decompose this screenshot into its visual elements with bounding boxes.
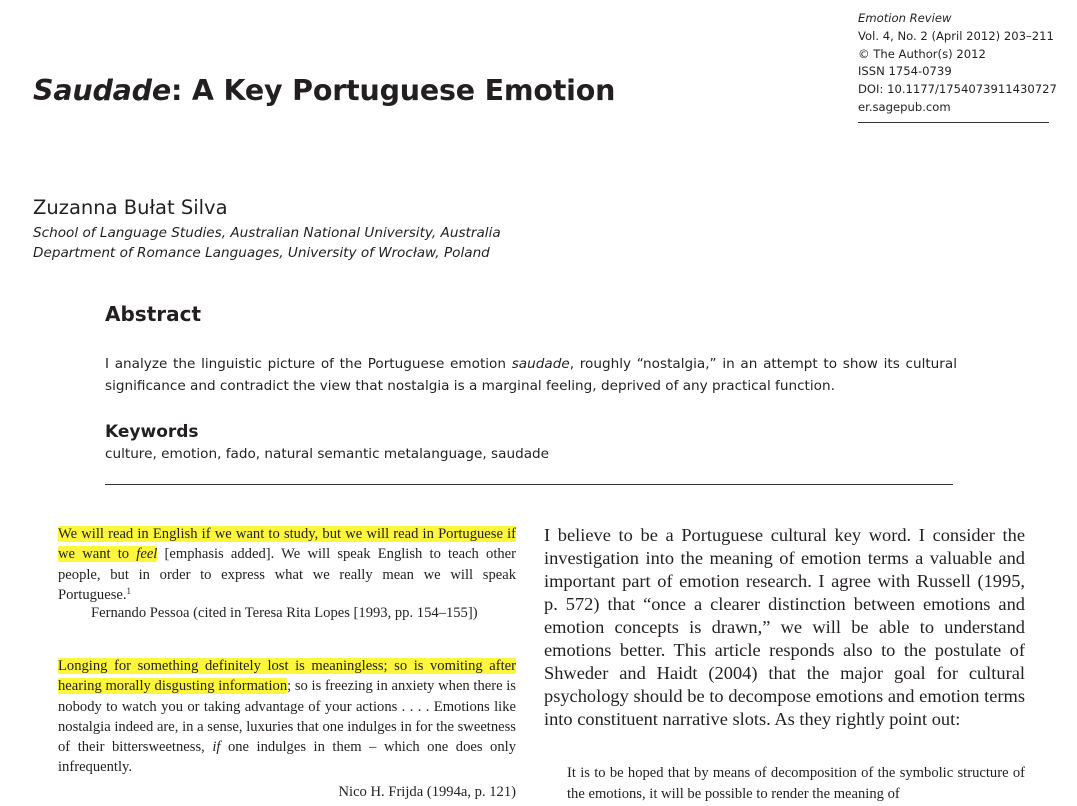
epigraph-2-highlight: Longing for something definitely lost is meaningless; so is vomiting after hearing morally disgusting information (58, 658, 516, 695)
abstract-text-part-2: , roughly “nostalgia,” in an attempt to show its cultural significance and contradict the view that nostalgia is a marginal feeling, deprived of any practical function. (105, 356, 957, 394)
keywords-heading: Keywords (105, 422, 199, 442)
abstract-text (105, 353, 957, 397)
metadata-rule (858, 122, 1049, 123)
section-divider (105, 484, 953, 485)
epigraph-1-attribution: Fernando Pessoa (cited in Teresa Rita Lopes [1993, pp. 154–155]) (91, 605, 478, 621)
footnote-marker: 1 (126, 585, 132, 596)
article-title (33, 74, 615, 107)
epigraph-1-text: [emphasis added]. We will speak English to teach other people, but in order to express what we really mean we will speak Portuguese. (58, 546, 517, 603)
epigraph-1 (58, 524, 516, 605)
epigraph-2 (58, 656, 516, 778)
journal-copyright: © The Author(s) 2012 (858, 46, 986, 61)
block-quote: It is to be hoped that by means of decomposition of the symbolic structure of the emotions, it will be possible to render the meaning of (567, 765, 1025, 802)
journal-volume: Vol. 4, No. 2 (April 2012) 203–211 (858, 28, 1054, 43)
journal-doi: DOI: 10.1177/1754073911430727 (858, 82, 1057, 97)
abstract-text-italic: saudade (511, 356, 570, 372)
epigraph-2-text-part-2: one indulges in them – which one does only infrequently. (58, 739, 516, 776)
body-paragraph: I believe to be a Portuguese cultural key word. I consider the investigation into the meaning of emotion terms a valuable and important part of emotion research. I agree with Russell (1995, p. 572) that “once a clearer distinction between emotions and emotion concepts is drawn,” we will be able to understand emotions better. This article responds also to the postulate of Shweder and Haidt (2004) that the major goal for cultural psychology should be to decompose emotions and emotion terms into constituent narrative slots. As they rightly point out: (544, 525, 1025, 729)
epigraph-1-highlight-text: We will read in English if we want to study, but we will read in Portuguese if we want to (58, 526, 516, 563)
title-rest: : A Key Portuguese Emotion (171, 74, 616, 107)
author-affiliation-2: Department of Romance Languages, University of Wrocław, Poland (33, 245, 490, 261)
epigraph-2-attribution: Nico H. Frijda (1994a, p. 121) (338, 784, 516, 800)
epigraph-2-text-italic: if (212, 739, 221, 756)
author-affiliation-1: School of Language Studies, Australian National University, Australia (33, 225, 501, 241)
journal-website: er.sagepub.com (858, 99, 951, 114)
journal-metadata (858, 10, 1058, 117)
keywords-text: culture, emotion, fado, natural semantic metalanguage, saudade (105, 446, 550, 462)
epigraph-2-text-part-1: ; so is freezing in anxiety when there is nobody to watch you or taking advantage of your actions . . . . Emotions like nostalgia indeed are, in a sense, luxuries that one indulges in for the sweetness of their bittersweetness, (58, 678, 516, 756)
journal-name: Emotion Review (858, 11, 952, 25)
abstract-text-part-1: I analyze the linguistic picture of the Portuguese emotion (105, 356, 512, 372)
title-italic: Saudade (33, 74, 172, 107)
author-name: Zuzanna Bułat Silva (33, 196, 228, 219)
journal-issn: ISSN 1754-0739 (858, 64, 952, 79)
epigraph-1-highlight-italic: feel (136, 546, 158, 563)
abstract-heading: Abstract (105, 302, 202, 326)
